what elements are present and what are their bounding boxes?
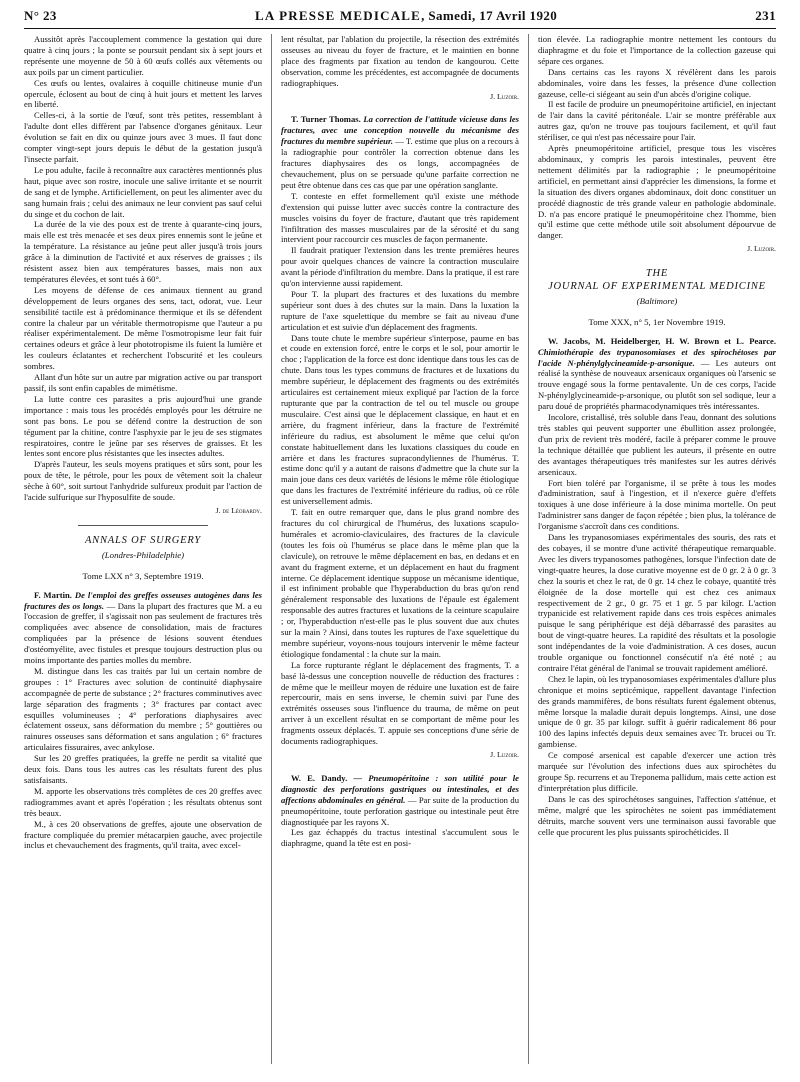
journal-title: JOURNAL OF EXPERIMENTAL MEDICINE [548, 281, 766, 293]
signature: J. Luzoir. [490, 91, 519, 101]
paragraph: M. apporte les observations très complètes de ces 20 greffes avec radiogrammes avant et après l'opération ; les résultats obtenus sont très beaux. [24, 785, 262, 818]
article-body: — Dans la plupart des fractures que M. a eu l'occasion de greffer, il s'agissait non pas seulement de fractures très compliquées avec absence de consolidation, mais de fractures compliquées par la présence de lésions souvent étendues d'ostéomyélite, avec fistules et presque toujours destruction plus ou moins importante des parties molles du membre. [24, 600, 262, 666]
article-abstract [24, 590, 262, 666]
paragraph: Dans toute chute le membre supérieur s'interpose, paume en bas et coude en extension forcé, entre le corps et le sol, pour amortir le choc ; l'application de la force est donc identique dans tous les cas de chute. Dans tous les types communs de fractures et de luxations du membre supérieur, le déplacement des fragments ou des extrémités articulaires est certainement mieux expliqué par l'action de la force rupturante que par la contraction de tel ou tel muscle ou groupe musculaire. C'est ainsi que le déplacement classique, en haut et en arrière, du fragment inférieur, dans la fracture de l'extrémité inférieure du radius, est absolument le même que celui qu'on constate habituellement dans les luxations classiques du coude en arrière et dans les fractures supracondyliennes de l'humérus. T. estime donc qu'il y a autant de raisons d'admettre que la chute sur la main joue dans ces deux variétés de lésions le même rôle étiologique que dans les fractures de l'extrémité inférieure du radius, où ce rôle est universellement admis. [281, 332, 519, 507]
paragraph: Dans les trypanosomiases expérimentales des souris, des rats et des cobayes, il se montre d'une activité thérapeutique remarquable. Avec les divers trypanosomes pathogènes, lorsque l'infection date de vingt-quatre heures, la dose curative moyenne est de 0 gr. 2 à 0 gr. 3 chez la souris et chez le rat, de 0 gr. 14 chez le cobaye, quantité très éloignée de la dose mortelle qui est chez ces animaux respectivement de 2 gr., 0 gr. 75 et 1 gr. 5 par kilogr. L'action trypanicide est relativement rapide dans ces trois espèces animales puisque le sang périphérique est déjà débarrassé des parasites au bout de vingt-quatre heures. La rapidité des résultats et la posologie sont indépendantes de la voie d'administration. A ces doses, aucun trouble organique ou fonctionnel consécutif n'a été noté ; au contraire l'état général de l'animal se trouvait rapidement amélioré. [538, 532, 776, 673]
paragraph: Il faudrait pratiquer l'extension dans les trente premières heures pour avoir quelques chances de vaincre la contraction musculaire avant la période d'infiltration du membre. Dans la pratique, il est rare qu'on intervienne aussi rapidement. [281, 245, 519, 289]
paragraph: Aussitôt après l'accouplement commence la gestation qui dure quatre à cinq jours ; la ponte se poursuit pendant six à sept jours et représente une moyenne de 50 à 60 œufs collés aux vêtements ou aux poils par un ciment particulier. [24, 34, 262, 77]
paragraph: Il est facile de produire un pneumopéritoine artificiel, en injectant de l'air dans la cavité péritonéale. L'air se montre préférable aux autres gaz, qu'on ne trouve pas toujours facilement, et qu'il faut stériliser, ce qui n'est pas nécessaire pour l'air. [538, 99, 776, 143]
article-title: De l'emploi des greffes osseuses autogènes dans les fractures des os longs. [24, 589, 262, 611]
paragraph: M. distingue dans les cas traités par lui un certain nombre de groupes : 1° Fractures avec solution de continuité diaphysaire accompagnée de perte de substance ; 2° fractures comminutives avec large séparation des fragments ; 3° fractures par contact avec esquilles volumineuses ; 4° perforations diaphysaires avec éclatement osseux, sans déformation du membre ; 5° gouttières ou rainures osseuses sans déformation et sans angulation ; 6° fractures articulaires fissuraires, avec ankylose. [24, 665, 262, 753]
column-rule [271, 34, 272, 1064]
paragraph: Chez le lapin, où les trypanosomiases expérimentales d'allure plus chronique et moins septicémique, rappellent davantage l'infection des grands mammifères, de bons résultats furent également obtenus, même lorsque la maladie durait depuis longtemps. Ainsi, une dose unique de 0 gr. 35 par kilogr. suffit à guérir radicalement 86 pour 100 des lapins infectés depuis deux semaines avec Tr. brucei ou Tr. gambiense. [538, 673, 776, 750]
paragraph: Dans certains cas les rayons X révélèrent dans les parois abdominales, voire dans les fesses, la présence d'une collection gazeuse, celle-ci siégeant au sein d'un abcès d'origine colique. [538, 66, 776, 99]
paragraph: M., à ces 20 observations de greffes, ajoute une observation de fracture compliquée du premier métacarpien gauche, avec projectile inclus et chevauchement des fragments, qu'il traita, avec excel- [24, 818, 262, 851]
signature: J. Luzoir. [490, 750, 519, 759]
article-author: W. Jacobs, M. Heidelberger, H. W. Brown et L. Pearce. [548, 335, 776, 346]
paragraph: T. conteste en effet formellement qu'il existe une méthode d'extension qui puisse lutter avec succès contre la contracture des muscles voisins du foyer de fracture, d'autant que très rapidement l'infiltration des masses musculaires par de la sérosité et du sang intervient pour raccourcir ces muscles de façon permanente. [281, 190, 519, 245]
article-title: — Pneumopéritoine : son utilité pour le diagnostic des perforations gastriques ou intestinales, et des affections abdominales en général. [281, 772, 519, 805]
article-body: — T. estime que plus on a recours à la radiographie pour contrôler la correction obtenue dans les fractures diaphysaires des os longs, accompagnées de chevauchement, plus on se persuade qu'une parfaite correction ne peut être obtenue dans ces cas que par une opération sanglante. [281, 136, 519, 190]
paragraph: Dans le cas des spirochétoses sanguines, l'affection s'atténue, et même, malgré que les spirochètes ne soient pas immédiatement détruits, marche souvent vers une terminaison aussi favorable que celle que procurent les plus puissants spirochéticides. Il [538, 793, 776, 837]
article-author: F. Martin. [34, 589, 72, 600]
journal-title: ANNALS OF SURGERY [84, 534, 202, 546]
paragraph: Incolore, cristallisé, très soluble dans l'eau, donnant des solutions très stables qui peuvent supporter une ébullition assez prolongée, d'un prix de revient très modéré, facile à préparer comme le prouve la technique détaillée que publient les auteurs, il présente en outre des avantages thérapeutiques très manifestes sur les autres dérivés arsenicaux. [538, 412, 776, 477]
paragraph: La lutte contre ces parasites a pris aujourd'hui une grande importance : mais tous les procédés employés pour les détruire ne sont pas bons. Le pou se défend contre la destruction de son tégument par la chitine, contre l'asphyxie par le jeu de ses stigmates respiratoires, contre le jeûne par ses réserves de graisses. Et les lentes sont encore plus résistantes que les insectes adultes. [24, 393, 262, 459]
signature: J. Luzoir. [747, 244, 776, 254]
article-abstract [281, 114, 519, 190]
columns [24, 34, 776, 1064]
paragraph: Pour T. la plupart des fractures et des luxations du membre supérieur sont dues à des chutes sur la main. Dans la luxation la rupture de l'axe squelettique du membre se fait au niveau d'une articulation et est suivie d'un déplacement des fragments. [281, 288, 519, 332]
article-abstract [281, 773, 519, 828]
column-1 [24, 34, 262, 1064]
issue-date: Samedi, 17 Avril 1920 [428, 8, 558, 23]
paragraph: Les moyens de défense de ces animaux tiennent au grand développement de leurs organes des sens, tact, odorat, vue. Leur sensibilité tactile est à prédominance thermique et ils se défendent contre la chaleur par un véritable thermotropisme que l'auteur a pu réaliser expérimentalement. De même l'osmotropisme leur fait fuir certaines odeurs et grâce à leur phototropisme ils fuient la lumière et les couleurs éclatantes et recherchent l'obscurité et les couleurs sombres. [24, 284, 262, 372]
journal-location: (Baltimore) [636, 295, 678, 306]
paragraph: Après pneumopéritoine artificiel, presque tous les viscères abdominaux, y compris les parois intestinales, peuvent être nettement délimités par la radiographie ; le pneumopéritoine artificiel, en permettant ainsi d'apprécier les dimensions, la forme et la situation des divers organes abdominaux, doit donc constituer un procédé diagnostic de très grande valeur en pathologie abdominale. D. n'a pas encore pratiqué le pneumopéritoine chez l'homme, bien qu'il estime que cette méthode utile soit absolument dépourvue de danger. [538, 143, 776, 241]
article-body: — Par suite de la production du pneumopéritoine, toute perforation gastrique ou intestinale peut être diagnostiquée par les rayons X. [281, 794, 519, 827]
paragraph: Le pou adulte, facile à reconnaître aux caractères mentionnés plus haut, pique avec son rostre, inocule une salive irritante et se nourrit de sang et de lymphe. Artificiellement, on peut les alimenter avec du sang humain frais ; celui des animaux ne leur convient pas sauf celui du singe et du cochon de lait. [24, 164, 262, 219]
journal-title-prefix: THE [645, 268, 669, 280]
article-abstract [538, 336, 776, 412]
signature: J. de Léobardy. [215, 505, 262, 515]
paragraph: Fort bien toléré par l'organisme, il se prête à tous les modes d'administration, sauf à l'ingestion, et il n'exerce guère d'effets toxiques à une dose inférieure à la dose minima mortelle. On peut l'administrer sans danger de façon répétée ; bien plus, la tolérance de l'organisme s'accroît dans ces conditions. [538, 477, 776, 532]
article-author: W. E. Dandy. [291, 772, 348, 783]
article-body: — Les auteurs ont réalisé la synthèse de nouveaux arsenicaux organiques où l'arsenic se trouve engagé sous la forme pentavalente. Un de ces corps, l'acide N-phénylglycineamide-p-arsonique, ou plutôt son sel sodique, leur a paru doué de propriétés pharmacodynamiques très intéressantes. [538, 357, 776, 412]
paragraph: Les gaz échappés du tractus intestinal s'accumulent sous le diaphragme, quand la tête est en posi- [281, 827, 519, 849]
journal-issue: Tome LXX n° 3, Septembre 1919. [82, 570, 204, 581]
page-number: 231 [755, 8, 776, 23]
paragraph: La force rupturante réglant le déplacement des fragments, T. a basé là-dessus une conception nouvelle de réduction des fractures : de même que le meilleur moyen de réduire une luxation est de faire repercourir, mais en sens inverse, le chemin suivi par l'une des extrémités osseuses sous l'influence du trauma, de même on peut arriver à un excellent résultat en se comportant de même pour les fragments osseux déplacés. T. appuie ses conceptions d'une série de documents radiographiques. [281, 659, 519, 747]
paragraph: lent résultat, par l'ablation du projectile, la résection des extrémités osseuses au niveau du foyer de fracture, et le maintien en bonne place des fragments par fixation au tendon de kangourou. Cette observation, comme les précédentes, est accompagnée de documents radiographiques. [281, 34, 519, 88]
journal-location: (Londres-Philadelphie) [101, 549, 185, 560]
paragraph: La durée de la vie des poux est de trente à quarante-cinq jours, mais elle est très menacée et ses deux pires ennemis sont le jeûne et la température. La résistance au jeûne peut aller jusqu'à trois jours grâce à la diminution de l'activité et aux réserves de graisses ; ils résistent assez bien aux températures basses, mais non aux températures élevées, et sont tués à 60°. [24, 219, 262, 284]
column-rule [528, 34, 529, 1064]
paragraph: T. fait en outre remarquer que, dans le plus grand nombre des fractures du col chirurgical de l'humérus, des luxations scapulo-humérales et acromio-claviculaires, des fractures de la clavicule (toutes les fois où l'humérus se place dans le même plan que la clavicule), on retrouve le même déplacement en bas, en dedans et en avant du fragment externe, et un déplacement en haut du fragment interne. Ce déplacement identique suppose un mécanisme identique, il est infiniment probable que l'hyperabduction du bras qu'on rend généralement responsable des luxations de l'épaule est également responsable des autres fractures et luxations de la ceinture scapulaire ; or, l'hyperabduction n'est-elle pas le plus souvent due aux chutes sur la main ? Ainsi, dans toutes les ruptures de l'axe squelettique du membre supérieur, voyons-nous toujours intervenir le même facteur étiologique fondamental : la chute sur la main. [281, 507, 519, 659]
section-divider [78, 525, 209, 526]
newspaper-title: LA PRESSE MEDICALE [254, 8, 422, 23]
article-title: Chimiothérapie des trypanosomiases et des spirochétoses par l'acide N-phénylglycineamide-p-arsonique. [538, 346, 776, 368]
paragraph: Ce composé arsenical est capable d'exercer une action très marquée sur l'évolution des infections dues aux spirochètes du groupe Sp. recurrens et au Treponema pallidum, mais cette action est d'interprétation plus difficile. [538, 750, 776, 793]
masthead: LA PRESSE MEDICALE, Samedi, 17 Avril 1920 [254, 8, 558, 23]
paragraph: Ces œufs ou lentes, ovalaires à coquille chitineuse munie d'un opercule, éclosent au bout de cinq à huit jours et mettent les larves en liberté. [24, 77, 262, 110]
paragraph: D'après l'auteur, les seuls moyens pratiques et sûrs sont, pour les poux de tête, le pétrole, pour les poux de vêtement soit la chaleur sèche à 60°, soit surtout l'anhydride sulfureux produit par l'action de l'acide sulfurique sur l'hyposulfite de soude. [24, 459, 262, 503]
article-title: La correction de l'attitude vicieuse dans les fractures, avec une conception nouvelle du mécanisme des fractures du membre supérieur. [281, 114, 519, 147]
journal-issue: Tome XXX, n° 5, 1er Novembre 1919. [588, 316, 726, 327]
paragraph: Celles-ci, à la sortie de l'œuf, sont très petites, ressemblant à l'adulte dont elles diffèrent par l'absence d'organes génitaux. Leur évolution se fait en dix ou quinze jours avec 3 mues. Il faut donc compter vingt-sept jours depuis le début de la gestation jusqu'à l'insecte parfait. [24, 110, 262, 164]
column-2 [281, 34, 519, 1064]
article-author: T. Turner Thomas. [291, 114, 361, 125]
paragraph: Sur les 20 greffes pratiquées, la greffe ne perdit sa vitalité que deux fois. Dans tous les autres cas les résultats furent des plus satisfaisants. [24, 753, 262, 785]
paragraph: tion élevée. La radiographie montre nettement les contours du diaphragme et du foie et l'importance de la collection gazeuse qui sépare ces organes. [538, 34, 776, 66]
running-header [24, 8, 776, 29]
issue-number: N° 23 [24, 8, 57, 23]
column-3 [538, 34, 776, 1064]
paragraph: Allant d'un hôte sur un autre par migration active ou par transport passif, ils sont enfin capables de mimétisme. [24, 372, 262, 393]
